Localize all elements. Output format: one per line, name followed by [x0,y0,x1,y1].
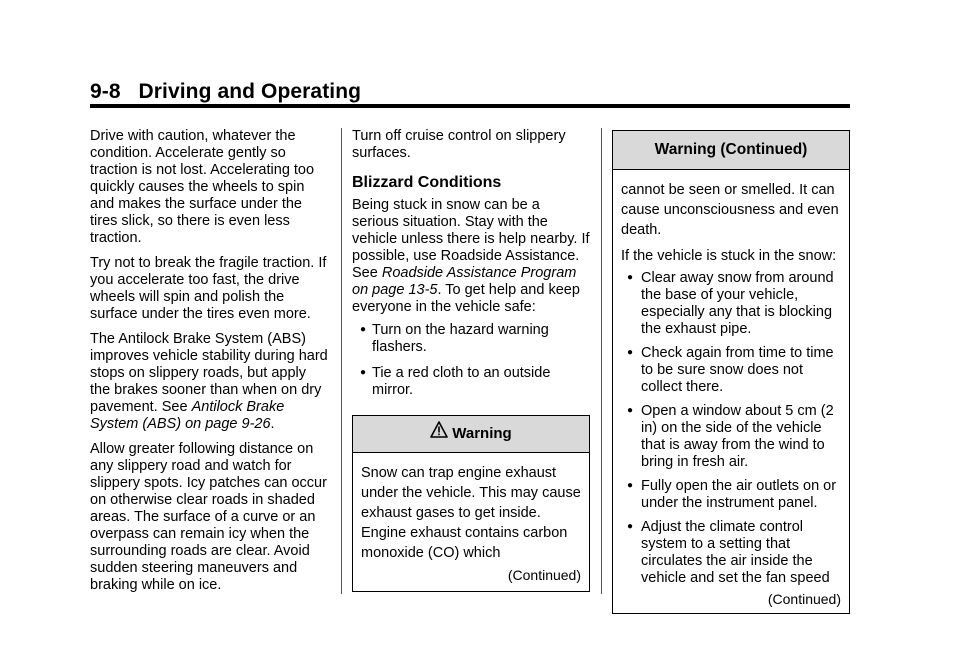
paragraph: Turn off cruise control on slippery surfaces. [352,128,566,161]
warning-triangle-icon [430,416,448,452]
paragraph: Allow greater following distance on any slippery road and watch for slippery spots. Icy patches can occur on otherwise clear roads in shaded areas. The surface of a curve or an overpass can remain icy when the surrounding roads are clear. Avoid sudden steering maneuvers and braking while on ice. [90,441,327,593]
paragraph-text: The Antilock Brake System (ABS) improves vehicle stability during hard stops on slippery roads, but apply the brakes sooner than when on dry pavement. See [90,331,328,415]
paragraph: The Antilock Brake System (ABS) improves vehicle stability during hard stops on slippery roads, but apply the brakes sooner than when on dry pavement. See Antilock Brake System (ABS) on page 9-26. [90,331,328,432]
warning-title: Warning [452,425,512,442]
section-heading: Blizzard Conditions [352,174,502,191]
column-2 [352,128,590,592]
column-1 [90,128,330,602]
column-divider [601,128,602,594]
page-title: Driving and Operating [138,80,362,103]
warning-body [353,453,589,591]
bullet-icon: ● [360,367,367,378]
list-item: ● Clear away snow from around the base of your vehicle, especially any that is blocking the exhaust pipe. [627,270,834,337]
paragraph: Being stuck in snow can be a serious situation. Stay with the vehicle unless there is help nearby. If possible, use Roadside Assistance. See Roadside Assistance Program on page 13-5. To get help and keep everyone in the vehicle safe: [352,197,590,315]
warning-box [352,415,590,592]
list-item: ● Tie a red cloth to an outside mirror. [360,365,551,398]
warning-header [353,416,589,453]
bullet-icon: ● [627,272,634,283]
warning-body [613,170,849,613]
bullet-list [352,322,590,399]
header-rule [90,104,850,108]
list-item: ● Adjust the climate control system to a setting that circulates the air inside the vehicle and set the fan speed [627,519,830,586]
bullet-icon: ● [627,480,634,491]
list-item: ● Open a window about 5 cm (2 in) on the side of the vehicle that is away from the wind to bring in fresh air. [627,403,834,470]
page-number: 9-8 [90,80,121,103]
paragraph-text: Being stuck in snow can be a serious situation. Stay with the vehicle unless there is help nearby. If possible, use Roadside Assistance. See [352,197,590,281]
list-item: ● Check again from time to time to be sure snow does not collect there. [627,345,834,395]
bullet-icon: ● [360,324,367,335]
column-3 [612,130,850,614]
warning-text: cannot be seen or smelled. It can cause unconsciousness and even death. [621,182,839,238]
continued-label: (Continued) [767,591,841,607]
bullet-icon: ● [627,521,634,532]
warning-text: Snow can trap engine exhaust under the vehicle. This may cause exhaust gases to get inside. Engine exhaust contains carbon monoxide (CO) which [361,465,581,561]
column-divider [341,128,342,594]
cross-reference-link[interactable]: Antilock Brake System (ABS) on page 9-26 [90,399,285,432]
page-header [90,80,850,104]
warning-header: Warning (Continued) [613,131,849,170]
warning-text: If the vehicle is stuck in the snow: [621,248,837,264]
paragraph: Drive with caution, whatever the condition. Accelerate gently so traction is not lost. Accelerating too quickly causes the wheels to spin and makes the surface under the tires slick, so there is even less traction. [90,128,315,246]
bullet-icon: ● [627,347,634,358]
bullet-list [621,270,841,587]
list-item: ● Turn on the hazard warning flashers. [360,322,549,355]
bullet-icon: ● [627,405,634,416]
list-item: ● Fully open the air outlets on or under the instrument panel. [627,478,837,511]
cross-reference-link[interactable]: Roadside Assistance Program on page 13-5 [352,265,577,298]
paragraph: Try not to break the fragile traction. If you accelerate too fast, the drive wheels will spin and polish the surface under the tires even more. [90,255,327,322]
continued-label: (Continued) [507,567,581,583]
warning-box-continued [612,130,850,614]
